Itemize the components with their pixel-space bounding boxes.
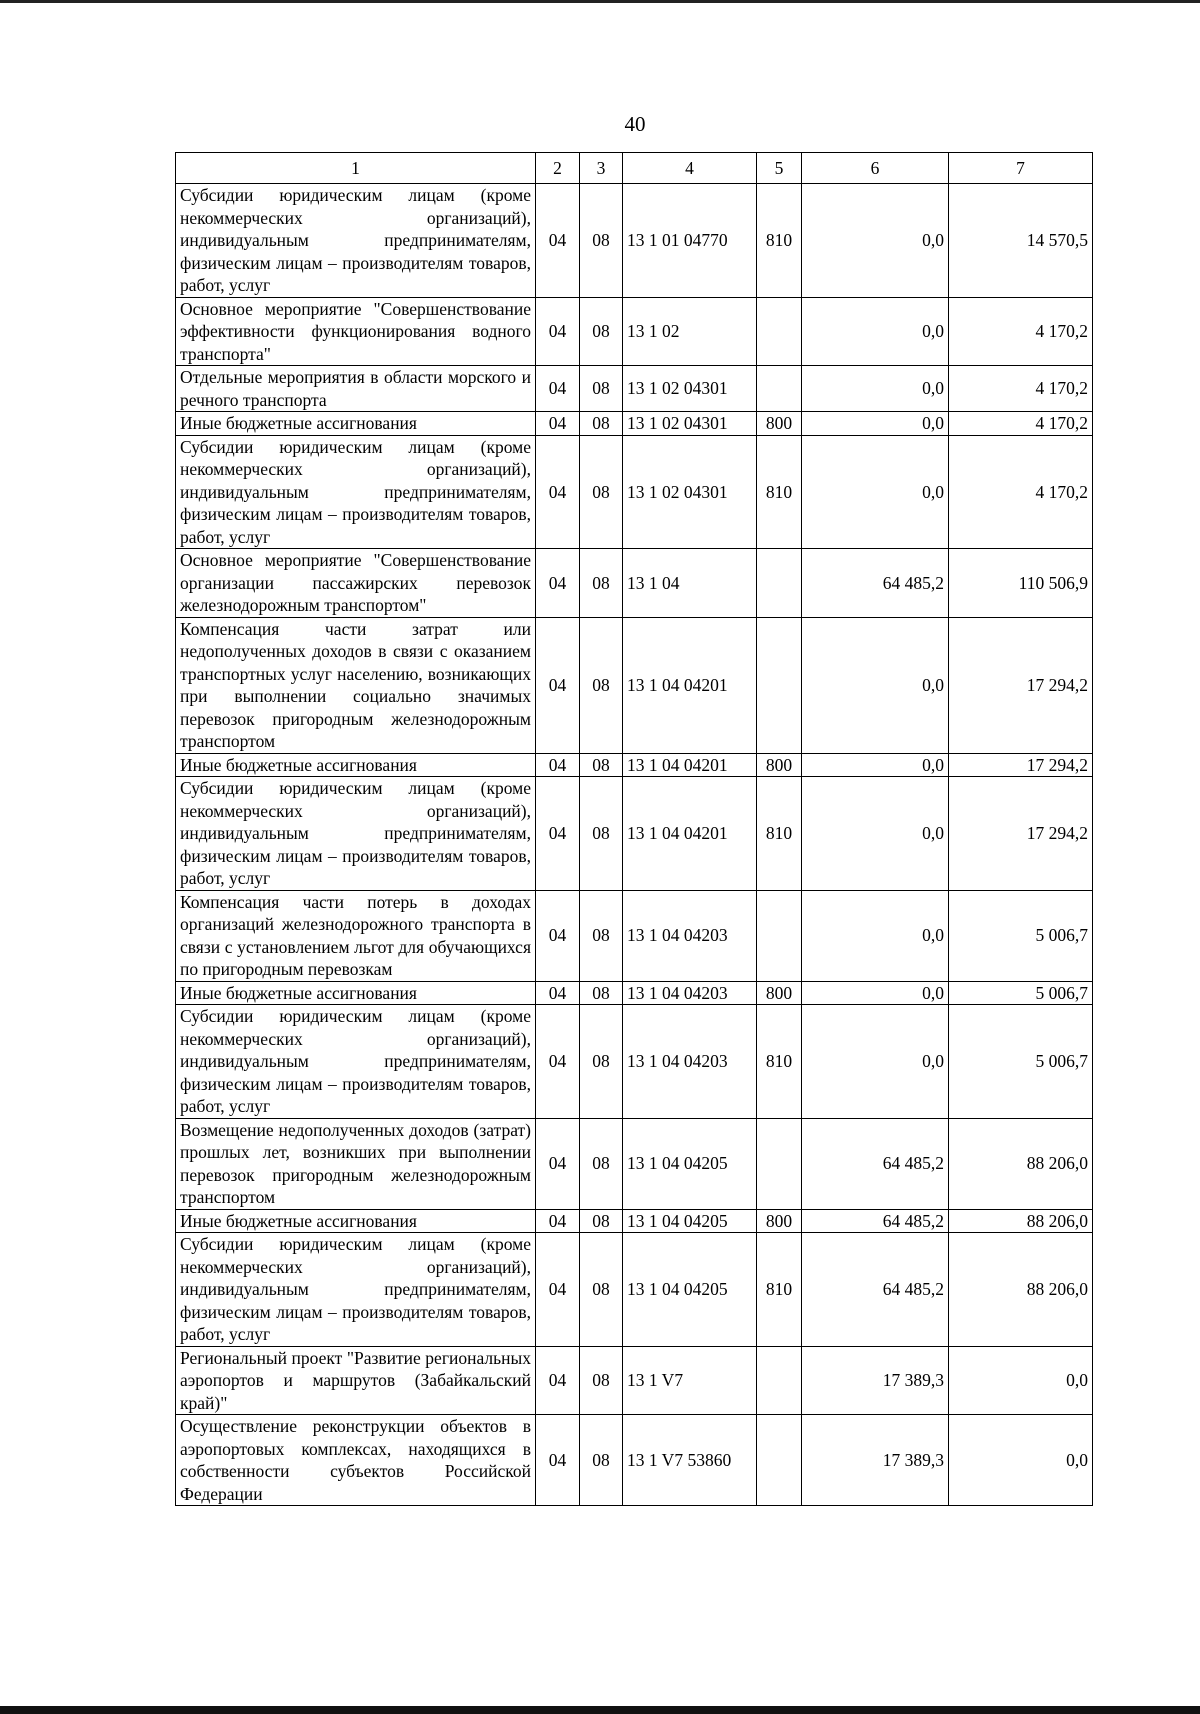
- section-code-cell: 04: [536, 1118, 580, 1209]
- budget-table: [175, 152, 1093, 1506]
- subsection-code-cell: 08: [580, 1233, 623, 1347]
- target-article-cell: 13 1 04: [623, 549, 757, 618]
- row-name-cell: Возмещение недополученных доходов (затрат) прошлых лет, возникших при выполнении перевозок пригородным железнодорожным транспортом: [176, 1118, 536, 1209]
- amount-col6-cell: 0,0: [802, 981, 949, 1005]
- row-name-cell: Субсидии юридическим лицам (кроме некоммерческих организаций), индивидуальным предпринимателям, физическим лицам – производителям товаров, работ, услуг: [176, 777, 536, 891]
- subsection-code-cell: 08: [580, 981, 623, 1005]
- target-article-cell: 13 1 01 04770: [623, 184, 757, 298]
- target-article-cell: 13 1 02 04301: [623, 412, 757, 436]
- amount-col6-cell: 0,0: [802, 366, 949, 412]
- section-code-cell: 04: [536, 366, 580, 412]
- expense-type-cell: 810: [757, 184, 802, 298]
- amount-col7-cell: 17 294,2: [949, 777, 1093, 891]
- table-row: [176, 184, 1093, 298]
- row-name-cell: Иные бюджетные ассигнования: [176, 412, 536, 436]
- section-code-cell: 04: [536, 753, 580, 777]
- table-row: [176, 1209, 1093, 1233]
- amount-col7-cell: 88 206,0: [949, 1118, 1093, 1209]
- target-article-cell: 13 1 V7: [623, 1346, 757, 1415]
- subsection-code-cell: 08: [580, 297, 623, 366]
- amount-col6-cell: 64 485,2: [802, 1118, 949, 1209]
- subsection-code-cell: 08: [580, 435, 623, 549]
- column-header-3: 3: [580, 153, 623, 184]
- amount-col7-cell: 5 006,7: [949, 981, 1093, 1005]
- subsection-code-cell: 08: [580, 777, 623, 891]
- table-row: [176, 1233, 1093, 1347]
- expense-type-cell: 810: [757, 777, 802, 891]
- expense-type-cell: [757, 297, 802, 366]
- amount-col7-cell: 88 206,0: [949, 1209, 1093, 1233]
- target-article-cell: 13 1 04 04205: [623, 1209, 757, 1233]
- amount-col6-cell: 0,0: [802, 617, 949, 753]
- section-code-cell: 04: [536, 1005, 580, 1119]
- amount-col6-cell: 64 485,2: [802, 1233, 949, 1347]
- scan-edge-top: [0, 0, 1200, 3]
- section-code-cell: 04: [536, 1346, 580, 1415]
- amount-col7-cell: 5 006,7: [949, 890, 1093, 981]
- subsection-code-cell: 08: [580, 1209, 623, 1233]
- amount-col7-cell: 110 506,9: [949, 549, 1093, 618]
- section-code-cell: 04: [536, 1233, 580, 1347]
- section-code-cell: 04: [536, 890, 580, 981]
- expense-type-cell: [757, 366, 802, 412]
- column-header-7: 7: [949, 153, 1093, 184]
- table-row: [176, 435, 1093, 549]
- expense-type-cell: [757, 1415, 802, 1506]
- section-code-cell: 04: [536, 1415, 580, 1506]
- subsection-code-cell: 08: [580, 617, 623, 753]
- table-row: [176, 1346, 1093, 1415]
- column-header-5: 5: [757, 153, 802, 184]
- section-code-cell: 04: [536, 549, 580, 618]
- section-code-cell: 04: [536, 184, 580, 298]
- target-article-cell: 13 1 04 04205: [623, 1233, 757, 1347]
- expense-type-cell: 800: [757, 412, 802, 436]
- target-article-cell: 13 1 02: [623, 297, 757, 366]
- amount-col7-cell: 5 006,7: [949, 1005, 1093, 1119]
- amount-col6-cell: 0,0: [802, 297, 949, 366]
- subsection-code-cell: 08: [580, 753, 623, 777]
- subsection-code-cell: 08: [580, 366, 623, 412]
- row-name-cell: Иные бюджетные ассигнования: [176, 981, 536, 1005]
- table-row: [176, 366, 1093, 412]
- row-name-cell: Компенсация части потерь в доходах организаций железнодорожного транспорта в связи с установлением льгот для обучающихся по пригородным перевозкам: [176, 890, 536, 981]
- row-name-cell: Региональный проект "Развитие региональных аэропортов и маршрутов (Забайкальский край)": [176, 1346, 536, 1415]
- expense-type-cell: [757, 549, 802, 618]
- amount-col7-cell: 17 294,2: [949, 617, 1093, 753]
- target-article-cell: 13 1 04 04201: [623, 753, 757, 777]
- amount-col6-cell: 0,0: [802, 753, 949, 777]
- row-name-cell: Основное мероприятие "Совершенствование эффективности функционирования водного транспорта": [176, 297, 536, 366]
- amount-col7-cell: 4 170,2: [949, 435, 1093, 549]
- row-name-cell: Отдельные мероприятия в области морского и речного транспорта: [176, 366, 536, 412]
- section-code-cell: 04: [536, 297, 580, 366]
- section-code-cell: 04: [536, 1209, 580, 1233]
- amount-col7-cell: 4 170,2: [949, 297, 1093, 366]
- target-article-cell: 13 1 04 04203: [623, 890, 757, 981]
- target-article-cell: 13 1 04 04201: [623, 617, 757, 753]
- section-code-cell: 04: [536, 412, 580, 436]
- table-row: [176, 297, 1093, 366]
- amount-col6-cell: 17 389,3: [802, 1346, 949, 1415]
- table-row: [176, 981, 1093, 1005]
- table-header-row: [176, 153, 1093, 184]
- subsection-code-cell: 08: [580, 1346, 623, 1415]
- subsection-code-cell: 08: [580, 412, 623, 436]
- row-name-cell: Субсидии юридическим лицам (кроме некоммерческих организаций), индивидуальным предпринимателям, физическим лицам – производителям товаров, работ, услуг: [176, 1005, 536, 1119]
- amount-col6-cell: 0,0: [802, 184, 949, 298]
- subsection-code-cell: 08: [580, 1118, 623, 1209]
- target-article-cell: 13 1 V7 53860: [623, 1415, 757, 1506]
- amount-col6-cell: 64 485,2: [802, 1209, 949, 1233]
- amount-col7-cell: 4 170,2: [949, 366, 1093, 412]
- amount-col6-cell: 0,0: [802, 435, 949, 549]
- row-name-cell: Субсидии юридическим лицам (кроме некоммерческих организаций), индивидуальным предпринимателям, физическим лицам – производителям товаров, работ, услуг: [176, 184, 536, 298]
- section-code-cell: 04: [536, 617, 580, 753]
- amount-col6-cell: 0,0: [802, 890, 949, 981]
- table-row: [176, 777, 1093, 891]
- target-article-cell: 13 1 04 04205: [623, 1118, 757, 1209]
- table-row: [176, 549, 1093, 618]
- target-article-cell: 13 1 04 04203: [623, 1005, 757, 1119]
- target-article-cell: 13 1 02 04301: [623, 366, 757, 412]
- amount-col7-cell: 0,0: [949, 1415, 1093, 1506]
- expense-type-cell: [757, 617, 802, 753]
- amount-col7-cell: 14 570,5: [949, 184, 1093, 298]
- table-row: [176, 890, 1093, 981]
- table-body: [176, 184, 1093, 1506]
- amount-col6-cell: 17 389,3: [802, 1415, 949, 1506]
- expense-type-cell: 800: [757, 753, 802, 777]
- column-header-4: 4: [623, 153, 757, 184]
- table-row: [176, 617, 1093, 753]
- section-code-cell: 04: [536, 777, 580, 891]
- target-article-cell: 13 1 04 04201: [623, 777, 757, 891]
- subsection-code-cell: 08: [580, 184, 623, 298]
- expense-type-cell: 810: [757, 1005, 802, 1119]
- table-row: [176, 1118, 1093, 1209]
- column-header-2: 2: [536, 153, 580, 184]
- row-name-cell: Осуществление реконструкции объектов в аэропортовых комплексах, находящихся в собственности субъектов Российской Федерации: [176, 1415, 536, 1506]
- row-name-cell: Субсидии юридическим лицам (кроме некоммерческих организаций), индивидуальным предпринимателям, физическим лицам – производителям товаров, работ, услуг: [176, 435, 536, 549]
- column-header-1: 1: [176, 153, 536, 184]
- table-row: [176, 1415, 1093, 1506]
- target-article-cell: 13 1 02 04301: [623, 435, 757, 549]
- amount-col7-cell: 0,0: [949, 1346, 1093, 1415]
- expense-type-cell: 810: [757, 435, 802, 549]
- target-article-cell: 13 1 04 04203: [623, 981, 757, 1005]
- table-row: [176, 1005, 1093, 1119]
- subsection-code-cell: 08: [580, 1005, 623, 1119]
- expense-type-cell: 800: [757, 1209, 802, 1233]
- subsection-code-cell: 08: [580, 890, 623, 981]
- section-code-cell: 04: [536, 981, 580, 1005]
- expense-type-cell: [757, 1118, 802, 1209]
- subsection-code-cell: 08: [580, 1415, 623, 1506]
- row-name-cell: Иные бюджетные ассигнования: [176, 753, 536, 777]
- section-code-cell: 04: [536, 435, 580, 549]
- expense-type-cell: [757, 890, 802, 981]
- amount-col7-cell: 88 206,0: [949, 1233, 1093, 1347]
- row-name-cell: Компенсация части затрат или недополученных доходов в связи с оказанием транспортных услуг населению, возникающих при выполнении социально значимых перевозок пригородным железнодорожным транспортом: [176, 617, 536, 753]
- amount-col7-cell: 4 170,2: [949, 412, 1093, 436]
- expense-type-cell: 810: [757, 1233, 802, 1347]
- subsection-code-cell: 08: [580, 549, 623, 618]
- amount-col6-cell: 0,0: [802, 777, 949, 891]
- row-name-cell: Основное мероприятие "Совершенствование организации пассажирских перевозок железнодорожным транспортом": [176, 549, 536, 618]
- table-row: [176, 412, 1093, 436]
- row-name-cell: Субсидии юридическим лицам (кроме некоммерческих организаций), индивидуальным предпринимателям, физическим лицам – производителям товаров, работ, услуг: [176, 1233, 536, 1347]
- amount-col6-cell: 0,0: [802, 412, 949, 436]
- page-number: 40: [624, 112, 646, 136]
- amount-col6-cell: 64 485,2: [802, 549, 949, 618]
- amount-col6-cell: 0,0: [802, 1005, 949, 1119]
- column-header-6: 6: [802, 153, 949, 184]
- row-name-cell: Иные бюджетные ассигнования: [176, 1209, 536, 1233]
- expense-type-cell: [757, 1346, 802, 1415]
- amount-col7-cell: 17 294,2: [949, 753, 1093, 777]
- scan-edge-bottom: [0, 1706, 1200, 1714]
- table-row: [176, 753, 1093, 777]
- expense-type-cell: 800: [757, 981, 802, 1005]
